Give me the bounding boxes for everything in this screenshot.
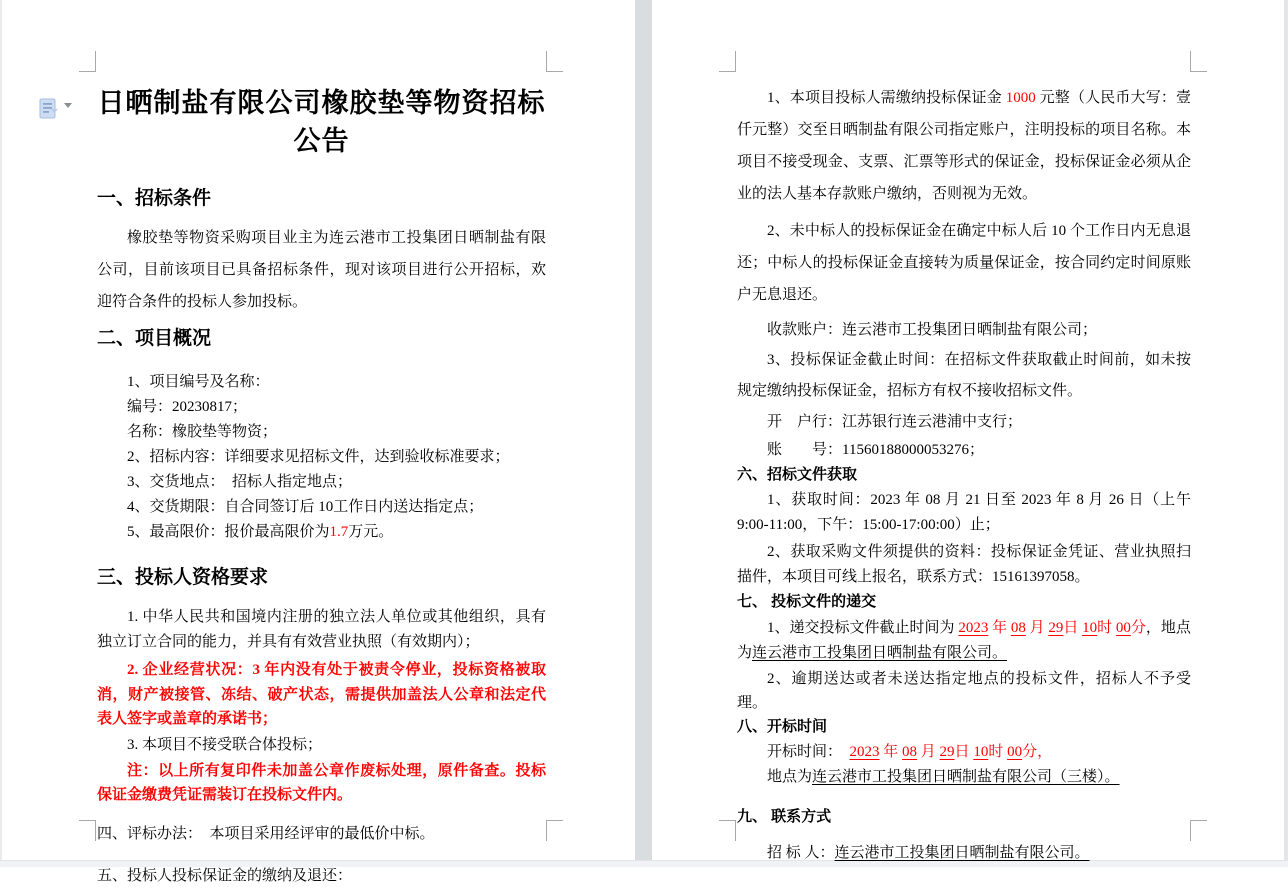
text-segment: 分 [1130,620,1146,637]
section-heading-8 [737,715,1191,739]
text-segment: 万元。 [348,524,394,540]
section-heading-9 [737,805,1191,829]
list-line [127,370,546,395]
window-left-edge [0,0,2,860]
text-segment: 一、招标条件 [97,188,212,209]
text-segment: 六、招标文件获取 [737,466,858,483]
paragraph [737,345,1191,406]
text-segment: 地点为 [767,768,813,785]
paragraph [737,667,1191,715]
list-line [127,520,546,545]
paragraph [97,222,546,318]
paragraph [737,437,1191,463]
section-heading-2 [97,326,546,352]
text-segment: 八、开标时间 [737,718,828,736]
document-title [97,84,546,160]
text-segment: 1000 [1005,90,1036,106]
text-segment: 3、交货地点： 招标人指定地点； [127,474,353,490]
text-segment: 连云港市工投集团日晒制盐有限公司。 [752,644,1008,661]
text-segment: 1、递交投标文件截止时间为 [767,620,959,637]
text-segment: 四、评标办法： 本项目采用经评审的最低价中标。 [97,825,435,842]
text-segment: 4、交货期限：自合同签订后 10工作日内送达指定点； [127,499,484,515]
text-segment: 2. 企业经营状况：3 年内没有处于被责令停业，投标资格被取消，财产被接管、冻结、破产状态，需提供加盖法人公章和法定代表人签字或盖章的承诺书； [97,662,546,727]
text-segment: 五、投标人投标保证金的缴纳及退还： [97,867,353,884]
page-gap [635,0,652,860]
text-segment: 2、招标内容：详细要求见招标文件，达到验收标准要求； [127,449,510,465]
text-segment: 开 户行：江苏银行连云港浦中支行； [767,414,1023,430]
section-heading-1 [97,186,546,212]
text-segment: 开标时间： [767,744,850,761]
list-line [127,470,546,495]
chevron-down-icon [64,103,72,108]
text-segment: 日 [954,744,974,761]
text-boundary-mark [79,51,96,72]
text-segment: 橡胶垫等物资采购项目业主为连云港市工投集团日晒制盐有限公司，目前该项目已具备招标条件，现对该项目进行公开招标，欢迎符合条件的投标人参加投标。 [97,230,546,310]
project-overview-list [97,370,546,545]
text-segment: 收款账户：连云港市工投集团日晒制盐有限公司； [767,322,1098,338]
paragraph [737,765,1191,790]
text-segment: 1、获取时间：2023 年 08 月 21 日至 2023 年 8 月 26 日（上午 9:00-11:00，下午：15:00-17:00:00）止； [737,492,1191,533]
section-heading-5 [97,865,546,887]
text-segment: 日 [1063,620,1083,637]
text-boundary-mark [546,51,563,72]
text-segment: 3. 本项目不接受联合体投标； [127,736,323,753]
text-segment: 1、本项目投标人需缴纳投标保证金 [767,90,1006,106]
text-segment: 08 [902,744,918,761]
text-segment: 10 [1082,620,1098,637]
paragraph [97,605,546,654]
text-boundary-mark [719,820,736,841]
paragraph-note [97,759,546,807]
text-segment: 00 [1115,620,1131,637]
paragraph [737,82,1191,210]
text-segment: 元整（人民币大写：壹仟元整）交至日晒制盐有限公司指定账户，注明投标的项目名称。本项目不接受现金、支票、汇票等形式的保证金，投标保证金必须从企业的法人基本存款账户缴纳，否则视为无效。 [737,90,1191,202]
section-heading-6 [737,463,1191,487]
page-1-content [97,0,546,887]
text-segment: 时 [988,744,1008,761]
text-segment: 九、 联系方式 [737,808,832,826]
text-boundary-mark [1190,51,1207,72]
text-segment: 1. 中华人民共和国境内注册的独立法人单位或其他组织，具有独立订立合同的能力，并具有有效营业执照（有效期内）； [97,609,546,650]
text-segment: 00 [1007,744,1023,761]
text-segment: 二、项目概况 [97,328,212,349]
paragraph [737,616,1191,665]
list-line [127,395,546,420]
window-right-edge [1284,0,1288,860]
text-segment: 注：以上所有复印件未加盖公章作废标处理，原件备查。投标保证金缴费凭证需装订在投标文件内。 [97,762,546,803]
paragraph [737,841,1191,865]
list-line [127,420,546,445]
text-segment: 时 [1097,620,1116,637]
text-segment: 2023 [849,744,880,761]
text-segment: 连云港市工投集团日晒制盐有限公司（三楼）。 [812,768,1120,785]
text-boundary-mark [1190,820,1207,841]
text-segment: 七、 投标文件的递交 [737,593,877,611]
page-2-content [737,0,1191,865]
paragraph-warning [97,658,546,732]
text-segment: 账 号：11560188000053276； [767,442,984,458]
text-segment: 5、最高限价：报价最高限价为 [127,524,330,540]
text-boundary-mark [719,51,736,72]
text-segment: 29 [1048,620,1064,637]
list-line [127,445,546,470]
text-segment: 2、获取采购文件须提供的资料：投标保证金凭证、营业执照扫描件，本项目可线上报名，联系方式：15161397058。 [737,544,1191,585]
text-segment: 名称：橡胶垫等物资； [127,424,278,440]
text-segment: 连云港市工投集团日晒制盐有限公司。 [834,845,1090,862]
text-segment: 29 [939,744,955,761]
text-segment: 3、投标保证金截止时间：在招标文件获取截止时间前，如未按规定缴纳投标保证金，招标方有权不接收招标文件。 [737,352,1191,399]
text-segment: 月 [1025,620,1049,637]
text-segment: 1.7 [329,524,349,540]
text-segment: 月 [917,744,940,761]
paste-options-button[interactable] [38,97,80,123]
text-segment: 08 [1010,620,1026,637]
text-segment: 10 [973,744,989,761]
text-segment: 日晒制盐有限公司橡胶垫等物资招标公告 [97,88,546,156]
paragraph [737,488,1191,537]
text-boundary-mark [79,820,96,841]
text-segment: 1、项目编号及名称： [127,374,270,390]
paragraph [737,315,1191,345]
text-segment: 编号：20230817； [127,399,248,415]
text-segment: 三、投标人资格要求 [97,567,269,588]
paragraph [737,540,1191,589]
text-segment: 2023 [958,620,989,637]
section-heading-4 [97,823,546,845]
paragraph [97,733,546,757]
text-boundary-mark [546,820,563,841]
text-segment: 招 标 人： [767,845,835,862]
text-segment: 年 [879,744,903,761]
text-segment: ， [1037,744,1053,761]
paragraph [737,215,1191,311]
section-heading-3 [97,565,546,591]
text-segment: 2、未中标人的投标保证金在确定中标人后 10 个工作日内无息退还；中标人的投标保证金直接转为质量保证金，按合同约定时间原账户无息退还。 [737,223,1191,303]
text-segment: 分 [1022,744,1038,761]
paragraph [737,740,1191,765]
section-heading-7 [737,590,1191,614]
text-segment: 2、逾期送达或者未送达指定地点的投标文件，招标人不予受理。 [737,671,1191,712]
list-line [127,495,546,520]
text-segment: ，地点为 [737,620,1191,661]
text-segment: 年 [988,620,1011,637]
paragraph [737,407,1191,437]
